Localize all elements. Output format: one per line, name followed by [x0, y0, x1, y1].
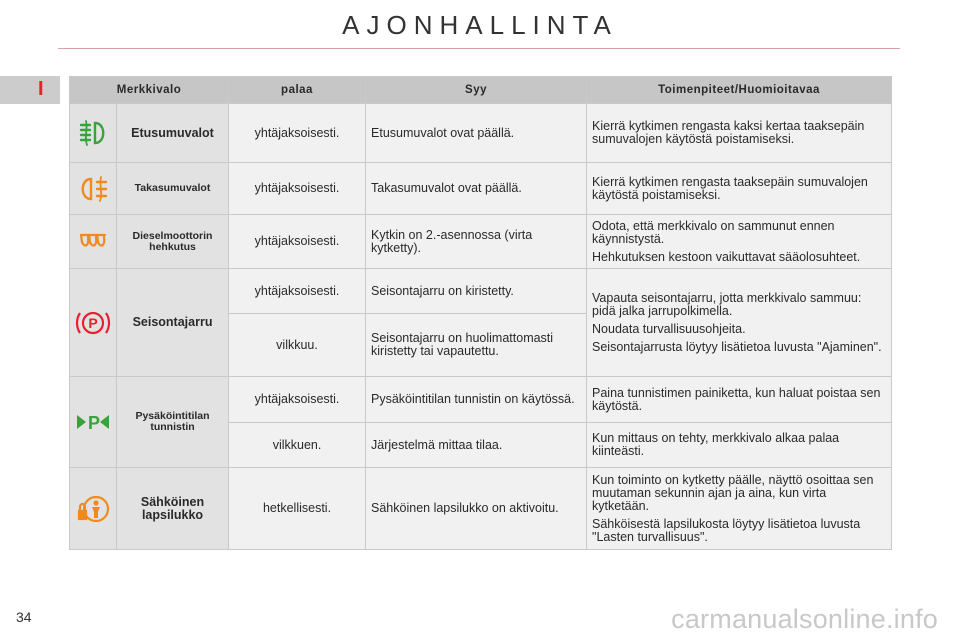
row-cause: Etusumuvalot ovat päällä.	[366, 104, 587, 163]
svg-text:P: P	[87, 413, 101, 432]
watermark: carmanualsonline.info	[671, 604, 938, 634]
column-header-cause: Syy	[366, 77, 587, 104]
row-action: Kierrä kytkimen rengasta kaksi kertaa taaksepäin sumuvalojen käytöstä poistamiseksi.	[587, 104, 892, 163]
row-cause: Pysäköintitilan tunnistin on käytössä.	[366, 377, 587, 423]
action-line: Vapauta seisontajarru, jotta merkkivalo sammuu: pidä jalka jarrupolkimella.	[592, 290, 862, 318]
table-row-front-fog	[70, 104, 892, 163]
row-action: Kun mittaus on tehty, merkkivalo alkaa palaa kiinteästi.	[587, 423, 892, 468]
row-cause: Seisontajarru on huolimattomasti kiristetty tai vapautettu.	[366, 314, 587, 377]
row-state: yhtäjaksoisesti.	[229, 269, 366, 314]
row-cause: Järjestelmä mittaa tilaa.	[366, 423, 587, 468]
row-state: yhtäjaksoisesti.	[229, 215, 366, 269]
row-action	[587, 468, 892, 550]
table-row-rear-fog	[70, 163, 892, 215]
row-name: Etusumuvalot	[117, 104, 229, 163]
chapter-label: I	[38, 78, 44, 100]
table-row-glow-plug	[70, 215, 892, 269]
table-row-parking-brake	[70, 269, 892, 314]
row-state: yhtäjaksoisesti.	[229, 163, 366, 215]
action-line: Hehkutuksen kestoon vaikuttavat sääolosuhteet.	[592, 249, 861, 264]
glow-plug-icon	[75, 231, 111, 253]
row-icon-cell	[70, 104, 117, 163]
row-cause: Seisontajarru on kiristetty.	[366, 269, 587, 314]
table-header-row	[70, 77, 892, 104]
rear-fog-light-icon	[75, 176, 111, 202]
row-state: vilkkuu.	[229, 314, 366, 377]
row-name: Takasumuvalot	[117, 163, 229, 215]
row-name: Pysäköintitilan tunnistin	[117, 377, 229, 468]
parking-sensor-icon	[75, 412, 111, 432]
row-icon-cell	[70, 269, 117, 377]
row-cause: Kytkin on 2.-asennossa (virta kytketty).	[366, 215, 587, 269]
row-action: Kierrä kytkimen rengasta taaksepäin sumuvalojen käytöstä poistamiseksi.	[587, 163, 892, 215]
parking-brake-icon	[75, 308, 111, 338]
row-cause: Takasumuvalot ovat päällä.	[366, 163, 587, 215]
action-line: Sähköisestä lapsilukosta löytyy lisätietoa luvusta "Lasten turvallisuus".	[592, 516, 861, 544]
title-divider	[58, 48, 900, 49]
row-icon-cell	[70, 215, 117, 269]
action-line: Seisontajarrusta löytyy lisätietoa luvusta "Ajaminen".	[592, 339, 882, 354]
row-action	[587, 269, 892, 377]
action-line: Kun toiminto on kytketty päälle, näyttö osoittaa sen muutaman sekunnin ajan ja aina, kun virta kytketään.	[592, 472, 874, 513]
column-header-light: Merkkivalo	[70, 77, 229, 104]
chapter-tab	[0, 76, 60, 104]
column-header-action: Toimenpiteet/Huomioitavaa	[587, 77, 892, 104]
svg-text:P: P	[88, 314, 98, 331]
table-row-child-lock	[70, 468, 892, 550]
row-state: hetkellisesti.	[229, 468, 366, 550]
action-line: Odota, että merkkivalo on sammunut ennen käynnistystä.	[592, 218, 835, 246]
row-name: Seisontajarru	[117, 269, 229, 377]
row-cause: Sähköinen lapsilukko on aktivoitu.	[366, 468, 587, 550]
row-icon-cell	[70, 377, 117, 468]
row-action: Paina tunnistimen painiketta, kun haluat poistaa sen käytöstä.	[587, 377, 892, 423]
warning-lights-table	[69, 76, 892, 550]
row-action	[587, 215, 892, 269]
row-icon-cell	[70, 468, 117, 550]
electric-child-lock-icon	[75, 493, 111, 525]
row-state: yhtäjaksoisesti.	[229, 377, 366, 423]
row-state: yhtäjaksoisesti.	[229, 104, 366, 163]
row-state: vilkkuen.	[229, 423, 366, 468]
page-title: AJONHALLINTA	[342, 10, 618, 40]
front-fog-light-icon	[75, 120, 111, 146]
page-number: 34	[16, 609, 32, 625]
column-header-state: palaa	[229, 77, 366, 104]
row-icon-cell	[70, 163, 117, 215]
action-line: Noudata turvallisuusohjeita.	[592, 321, 746, 336]
row-name: Sähköinen lapsilukko	[117, 468, 229, 550]
row-name: Dieselmoottorin hehkutus	[117, 215, 229, 269]
table-row-parking-sensor	[70, 377, 892, 423]
